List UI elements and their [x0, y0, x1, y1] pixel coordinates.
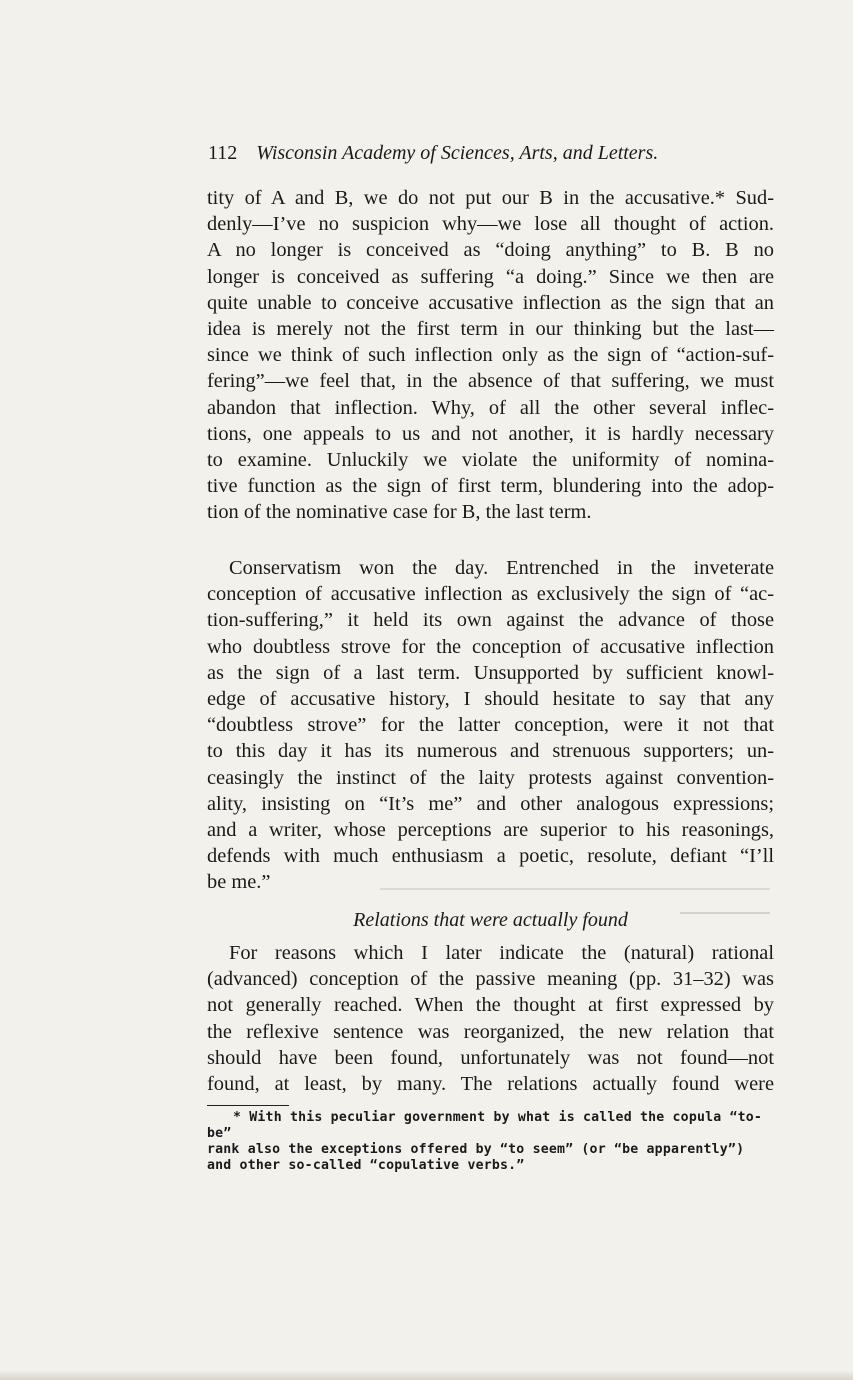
text-line: ceasingly the instinct of the laity protests against convention-	[207, 766, 774, 789]
text-line: A no longer is conceived as “doing anything” to B. B no	[207, 239, 774, 262]
footnote-line: * With this peculiar government by what is called the copula “to-be”	[207, 1110, 763, 1141]
text-line: fering”—we feel that, in the absence of that suffering, we must	[207, 370, 774, 393]
section-heading: Relations that were actually found	[353, 909, 628, 931]
text-line: For reasons which I later indicate the (natural) rational	[229, 942, 774, 964]
running-title: Wisconsin Academy of Sciences, Arts, and Letters.	[256, 142, 659, 164]
text-line: quite unable to conceive accusative inflection as the sign that an	[207, 291, 774, 314]
footnote	[207, 1110, 774, 1174]
text-line: who doubtless strove for the conception of accusative inflection	[207, 635, 774, 658]
paragraph-2	[207, 555, 774, 896]
text-line: defends with much enthusiasm a poetic, resolute, defiant “I’ll	[207, 845, 774, 868]
text-line: since we think of such inflection only as the sign of “action-suf-	[207, 344, 774, 367]
text-line: “doubtless strove” for the latter conception, were it not that	[207, 714, 774, 737]
text-line: tion of the nominative case for B, the last term.	[207, 501, 592, 524]
text-line: found, at least, by many. The relations actually found were	[207, 1073, 774, 1096]
footnote-rule	[207, 1105, 289, 1106]
text-line: to examine. Unluckily we violate the uniformity of nomina-	[207, 449, 774, 472]
text-line: tions, one appeals to us and not another, it is hardly necessary	[207, 422, 774, 445]
text-line: to this day it has its numerous and strenuous supporters; un-	[207, 740, 774, 763]
footnote-line: and other so-called “copulative verbs.”	[207, 1158, 525, 1173]
text-line: and a writer, whose perceptions are superior to his reasonings,	[207, 819, 774, 842]
running-head	[208, 142, 778, 165]
text-line: tity of A and B, we do not put our B in the accusative.* Sud-	[207, 187, 774, 209]
text-line: should have been found, unfortunately was not found—not	[207, 1046, 774, 1069]
page-number: 112	[208, 142, 238, 164]
text-line: tive function as the sign of first term, blundering into the adop-	[207, 475, 774, 498]
paragraph-3	[207, 940, 774, 1097]
text-line: (advanced) conception of the passive meaning (pp. 31–32) was	[207, 968, 774, 991]
text-line: be me.”	[207, 871, 271, 894]
paragraph-1	[207, 185, 774, 526]
text-line: longer is conceived as suffering “a doing.” Since we then are	[207, 265, 774, 288]
text-line: the reflexive sentence was reorganized, the new relation that	[207, 1020, 774, 1043]
text-line: as the sign of a last term. Unsupported by sufficient knowl-	[207, 661, 774, 684]
text-line: abandon that inflection. Why, of all the other several inflec-	[207, 396, 774, 419]
scan-noise	[680, 912, 770, 914]
text-line: ality, insisting on “It’s me” and other analogous expressions;	[207, 792, 774, 815]
text-line: denly—I’ve no suspicion why—we lose all thought of action.	[207, 213, 774, 236]
text-line: edge of accusative history, I should hesitate to say that any	[207, 688, 774, 711]
text-line: idea is merely not the first term in our thinking but the last—	[207, 318, 774, 341]
footnote-line: rank also the exceptions offered by “to seem” (or “be apparently”)	[207, 1142, 745, 1157]
text-line: not generally reached. When the thought at first expressed by	[207, 994, 774, 1017]
scan-noise	[380, 888, 770, 890]
text-line: conception of accusative inflection as exclusively the sign of “ac-	[207, 583, 774, 606]
text-line: Conservatism won the day. Entrenched in the inveterate	[229, 557, 774, 579]
text-line: tion-suffering,” it held its own against the advance of those	[207, 609, 774, 632]
